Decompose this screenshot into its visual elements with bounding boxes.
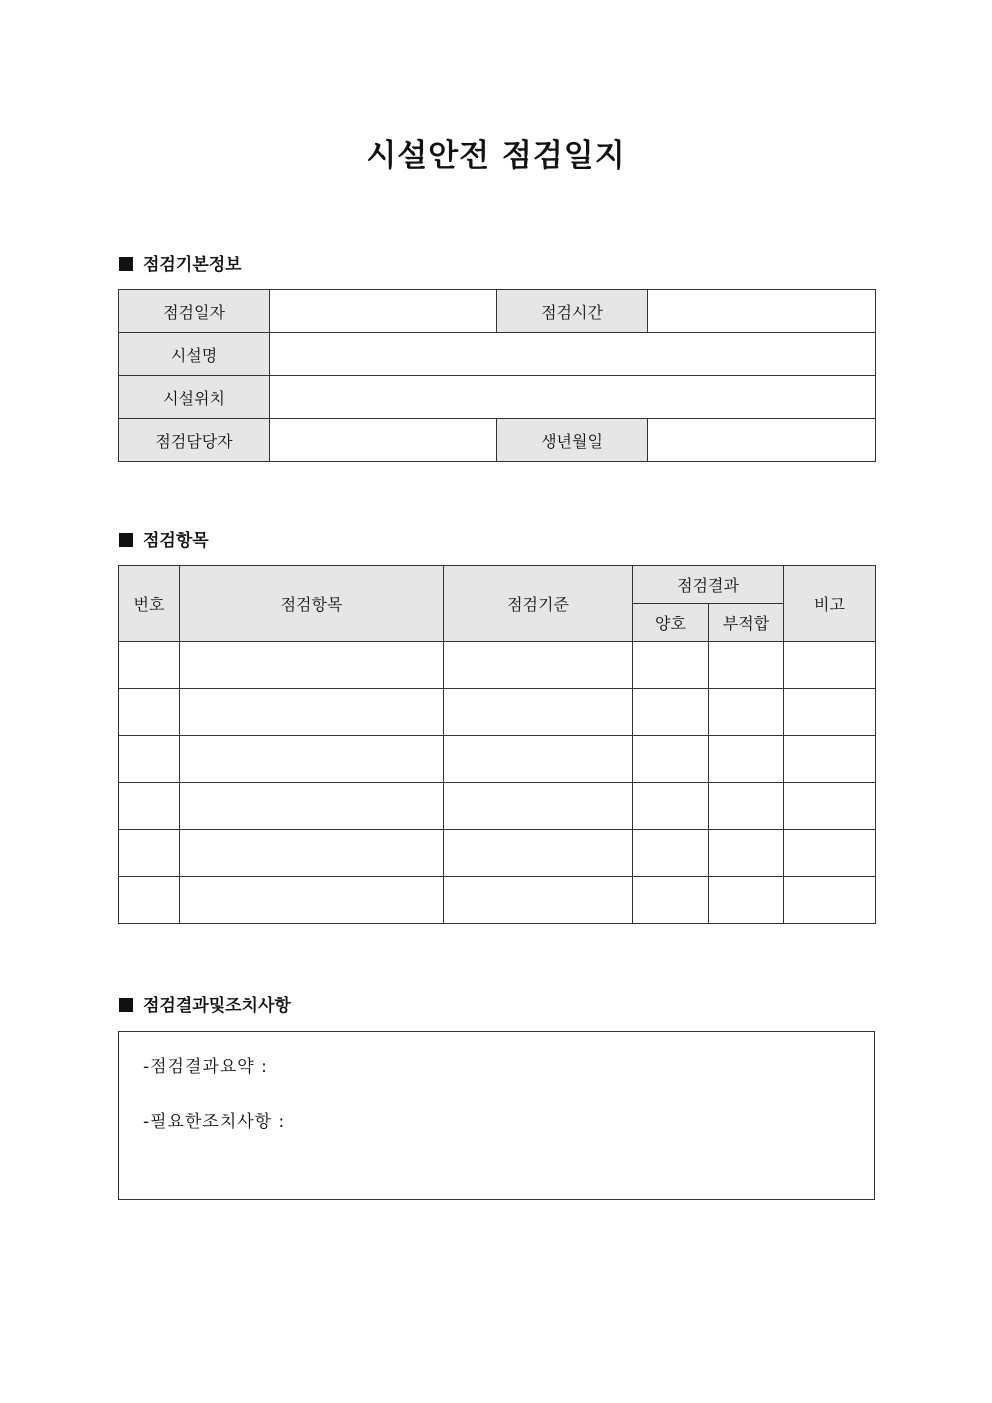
check-items-table bbox=[118, 565, 876, 924]
bad-cell[interactable] bbox=[709, 830, 784, 877]
inspection-date-field[interactable] bbox=[270, 290, 497, 333]
facility-location-label: 시설위치 bbox=[119, 376, 270, 419]
number-cell[interactable] bbox=[119, 642, 180, 689]
bad-cell[interactable] bbox=[709, 736, 784, 783]
table-header-row bbox=[119, 566, 876, 604]
document-title: 시설안전 점검일지 bbox=[366, 138, 626, 174]
column-header-standard: 점검기준 bbox=[444, 566, 633, 642]
item-cell[interactable] bbox=[180, 736, 444, 783]
number-cell[interactable] bbox=[119, 830, 180, 877]
section-heading-check-items bbox=[119, 529, 209, 553]
column-header-item: 점검항목 bbox=[180, 566, 444, 642]
good-cell[interactable] bbox=[633, 642, 709, 689]
good-cell[interactable] bbox=[633, 689, 709, 736]
good-cell[interactable] bbox=[633, 830, 709, 877]
table-row bbox=[119, 689, 876, 736]
result-actions-box[interactable] bbox=[118, 1031, 875, 1200]
good-cell[interactable] bbox=[633, 783, 709, 830]
basic-info-table bbox=[118, 289, 876, 462]
column-header-result-good: 양호 bbox=[633, 604, 709, 642]
table-row bbox=[119, 877, 876, 924]
section-heading-result-actions bbox=[119, 994, 291, 1018]
column-header-result-bad: 부적합 bbox=[709, 604, 784, 642]
standard-cell[interactable] bbox=[444, 783, 633, 830]
column-header-remarks: 비고 bbox=[784, 566, 876, 642]
section-heading-label: 점검기본정보 bbox=[143, 255, 242, 275]
table-row bbox=[119, 376, 876, 419]
good-cell[interactable] bbox=[633, 877, 709, 924]
required-actions-label: -필요한조치사항 : bbox=[143, 1112, 286, 1132]
table-row bbox=[119, 830, 876, 877]
standard-cell[interactable] bbox=[444, 877, 633, 924]
table-row bbox=[119, 642, 876, 689]
item-cell[interactable] bbox=[180, 830, 444, 877]
good-cell[interactable] bbox=[633, 736, 709, 783]
square-bullet-icon bbox=[119, 998, 133, 1012]
remarks-cell[interactable] bbox=[784, 689, 876, 736]
standard-cell[interactable] bbox=[444, 642, 633, 689]
number-cell[interactable] bbox=[119, 783, 180, 830]
inspection-date-label: 점검일자 bbox=[119, 290, 270, 333]
remarks-cell[interactable] bbox=[784, 736, 876, 783]
facility-name-label: 시설명 bbox=[119, 333, 270, 376]
standard-cell[interactable] bbox=[444, 689, 633, 736]
table-row bbox=[119, 783, 876, 830]
bad-cell[interactable] bbox=[709, 689, 784, 736]
inspector-field[interactable] bbox=[270, 419, 497, 462]
number-cell[interactable] bbox=[119, 689, 180, 736]
number-cell[interactable] bbox=[119, 736, 180, 783]
bad-cell[interactable] bbox=[709, 877, 784, 924]
table-row bbox=[119, 736, 876, 783]
item-cell[interactable] bbox=[180, 783, 444, 830]
standard-cell[interactable] bbox=[444, 736, 633, 783]
square-bullet-icon bbox=[119, 533, 133, 547]
column-header-result: 점검결과 bbox=[633, 566, 784, 604]
bad-cell[interactable] bbox=[709, 783, 784, 830]
table-row bbox=[119, 419, 876, 462]
result-summary-label: -점검결과요약 : bbox=[143, 1057, 268, 1077]
standard-cell[interactable] bbox=[444, 830, 633, 877]
section-heading-label: 점검항목 bbox=[143, 531, 209, 551]
table-row bbox=[119, 290, 876, 333]
number-cell[interactable] bbox=[119, 877, 180, 924]
column-header-number: 번호 bbox=[119, 566, 180, 642]
inspection-time-label: 점검시간 bbox=[497, 290, 648, 333]
remarks-cell[interactable] bbox=[784, 830, 876, 877]
inspection-time-field[interactable] bbox=[648, 290, 876, 333]
item-cell[interactable] bbox=[180, 689, 444, 736]
item-cell[interactable] bbox=[180, 877, 444, 924]
facility-location-field[interactable] bbox=[270, 376, 876, 419]
facility-name-field[interactable] bbox=[270, 333, 876, 376]
remarks-cell[interactable] bbox=[784, 877, 876, 924]
section-heading-basic-info bbox=[119, 253, 242, 277]
bad-cell[interactable] bbox=[709, 642, 784, 689]
remarks-cell[interactable] bbox=[784, 642, 876, 689]
birth-date-label: 생년월일 bbox=[497, 419, 648, 462]
inspector-label: 점검담당자 bbox=[119, 419, 270, 462]
birth-date-field[interactable] bbox=[648, 419, 876, 462]
square-bullet-icon bbox=[119, 257, 133, 271]
item-cell[interactable] bbox=[180, 642, 444, 689]
remarks-cell[interactable] bbox=[784, 783, 876, 830]
table-row bbox=[119, 333, 876, 376]
section-heading-label: 점검결과및조치사항 bbox=[143, 996, 291, 1016]
